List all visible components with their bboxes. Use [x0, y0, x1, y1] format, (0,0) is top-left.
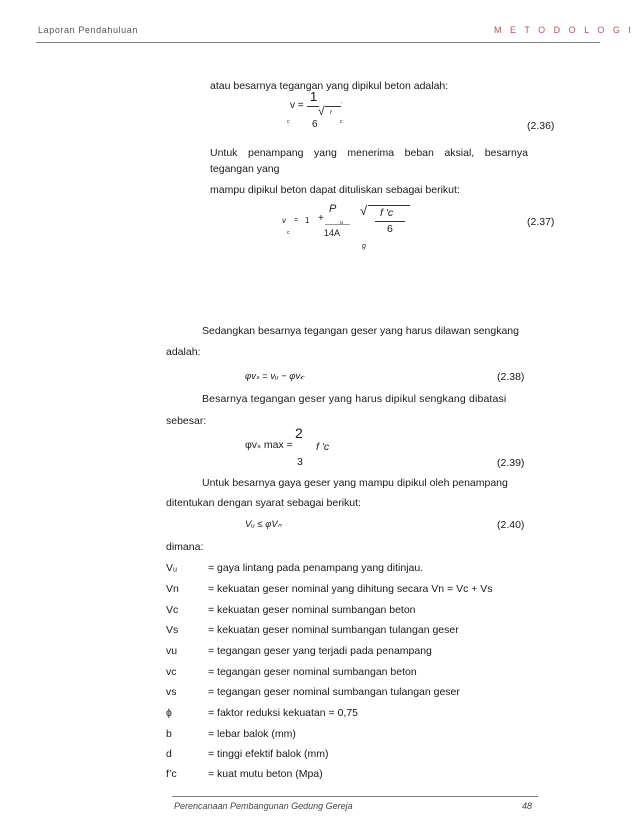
- eq236-sqrt-sign: √: [318, 104, 325, 118]
- eq239-numerator: 2: [295, 425, 303, 441]
- limit-paragraph: Besarnya tegangan geser yang harus dipikul sengkang dibatasi: [202, 393, 507, 405]
- limit-paragraph-2: sebesar:: [166, 415, 207, 427]
- shear-force-paragraph-2: ditentukan dengan syarat sebagai berikut:: [166, 497, 361, 509]
- page-number: 48: [522, 801, 533, 811]
- eq236-sub-c: c: [287, 119, 290, 125]
- symbol-name: vc: [166, 666, 177, 678]
- symbol-name: vu: [166, 645, 178, 657]
- eq239-lhs: φvₛ max =: [245, 439, 293, 451]
- eq239-denominator: 3: [297, 456, 303, 468]
- eq237-P: P: [329, 203, 337, 215]
- eq237-equals: =: [294, 217, 299, 224]
- eq236-tail: c: [340, 119, 343, 125]
- eq237-sub-g: g: [362, 243, 366, 250]
- eq237-one: 1: [305, 216, 310, 225]
- eq237-fraction-bar: [325, 224, 350, 225]
- symbol-definition: = kekuatan geser nominal sumbangan tulangan geser: [208, 624, 459, 636]
- eq238-number: (2.38): [497, 371, 525, 383]
- symbol-definition: = tegangan geser nominal sumbangan beton: [208, 666, 417, 678]
- symbol-definition: = kuat mutu beton (Mpa): [208, 768, 323, 780]
- eq237-sqrt-bar: [368, 205, 410, 206]
- stirrup-paragraph: Sedangkan besarnya tegangan geser yang harus dilawan sengkang: [202, 325, 519, 337]
- dimana-label: dimana:: [166, 541, 204, 553]
- stirrup-paragraph-2: adalah:: [166, 346, 201, 358]
- eq238-expression: φvₛ = vᵤ − φv𝒸: [245, 371, 305, 382]
- shear-force-paragraph: Untuk besarnya gaya geser yang mampu dipikul oleh penampang: [202, 477, 508, 489]
- symbol-name: b: [166, 728, 172, 740]
- symbol-name: f’c: [166, 768, 177, 780]
- eq237-radicand: f 'c: [380, 207, 394, 219]
- eq239-rhs: f 'c: [316, 441, 330, 453]
- axial-paragraph: Untuk penampang yang menerima beban aksial, besarnya tegangan yang: [210, 147, 528, 175]
- eq237-denominator: 14A: [324, 228, 341, 238]
- eq239-number: (2.39): [497, 457, 525, 469]
- symbol-name: Vc: [166, 604, 179, 616]
- eq237-sqrt-sign: √: [360, 203, 368, 218]
- symbol-definition: = kekuatan geser nominal yang dihitung secara Vn = Vc + Vs: [208, 583, 493, 595]
- eq237-six: 6: [387, 223, 393, 235]
- symbol-name: Vn: [166, 583, 179, 595]
- eq236-prime: ': [341, 102, 343, 108]
- eq240-expression: Vᵤ ≤ φVₙ: [245, 519, 282, 530]
- eq237-sub-u: u: [340, 220, 344, 226]
- eq237-inner-fraction-bar: [375, 221, 405, 222]
- intro-text: atau besarnya tegangan yang dipikul beton adalah:: [210, 80, 449, 92]
- header-divider: [36, 42, 600, 43]
- symbol-definition: = tegangan geser nominal sumbangan tulangan geser: [208, 686, 460, 698]
- footer-title: Perencanaan Pembangunan Gedung Gereja: [174, 801, 353, 811]
- symbol-definition: = tegangan geser yang terjadi pada penampang: [208, 645, 432, 657]
- header-right-title: M E T O D O L O G I: [494, 25, 634, 35]
- symbol-name: vs: [166, 686, 177, 698]
- symbol-definition: = lebar balok (mm): [208, 728, 296, 740]
- symbol-definition: = faktor reduksi kekuatan = 0,75: [208, 707, 359, 719]
- eq236-number: (2.36): [527, 120, 555, 132]
- symbol-name: Vᵤ: [166, 562, 178, 574]
- eq236-sqrt-bar: [325, 106, 341, 107]
- symbol-name: ϕ: [166, 707, 172, 719]
- eq236-numerator: 1: [310, 89, 318, 104]
- symbol-definition: = tinggi efektif balok (mm): [208, 748, 329, 760]
- eq236-denominator: 6: [312, 119, 318, 130]
- eq236-radicand: f: [330, 110, 332, 116]
- symbol-definition: = gaya lintang pada penampang yang ditinjau.: [208, 562, 424, 574]
- footer-divider: [172, 796, 538, 797]
- eq237-sub-c: c: [287, 230, 290, 236]
- axial-paragraph-2: mampu dipikul beton dapat dituliskan sebagai berikut:: [210, 184, 460, 196]
- eq237-v: v: [282, 216, 286, 225]
- eq236-lhs: v =: [290, 100, 304, 111]
- eq237-number: (2.37): [527, 216, 555, 228]
- header-left-title: Laporan Pendahuluan: [38, 25, 138, 35]
- symbol-name: d: [166, 748, 172, 760]
- symbol-name: Vs: [166, 624, 179, 636]
- symbol-definition: = kekuatan geser nominal sumbangan beton: [208, 604, 416, 616]
- eq240-number: (2.40): [497, 519, 525, 531]
- eq237-plus: +: [318, 213, 324, 224]
